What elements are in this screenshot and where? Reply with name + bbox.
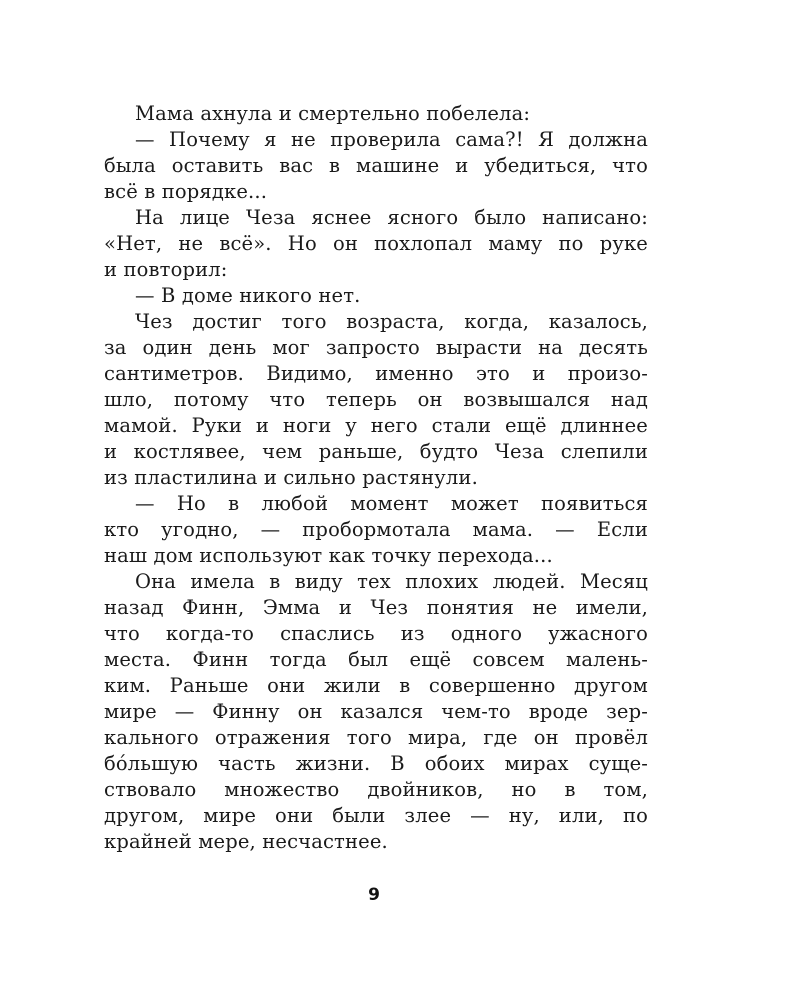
text-line: Она имела в виду тех плохих людей. Месяц xyxy=(135,570,648,593)
text-line: «Нет, не всё». Но он похлопал маму по руке xyxy=(104,232,648,255)
text-line: была оставить вас в машине и убедиться, что xyxy=(104,154,648,177)
page-number: 9 xyxy=(368,885,380,905)
text-line: сантиметров. Видимо, именно это и произо- xyxy=(104,362,648,385)
text-line: назад Финн, Эмма и Чез понятия не имели, xyxy=(104,596,648,619)
text-line: наш дом используют как точку перехода... xyxy=(104,544,553,567)
text-line: что когда-то спаслись из одного ужасного xyxy=(104,622,648,645)
text-line: крайней мере, несчастнее. xyxy=(104,830,388,853)
text-line: Чез достиг того возраста, когда, казалось, xyxy=(135,310,648,333)
text-line: другом, мире они были злее — ну, или, по xyxy=(104,804,648,827)
text-line: и костлявее, чем раньше, будто Чеза слепили xyxy=(104,440,648,463)
body-text xyxy=(104,101,648,855)
text-line: и повторил: xyxy=(104,258,228,281)
text-line: Мама ахнула и смертельно побелела: xyxy=(135,102,531,125)
text-line: шло, потому что теперь он возвышался над xyxy=(104,388,648,411)
text-line: кального отражения того мира, где он провёл xyxy=(104,726,648,749)
text-line: мире — Финну он казался чем-то вроде зер- xyxy=(104,700,648,723)
text-line: кто угодно, — пробормотала мама. — Если xyxy=(104,518,648,541)
text-line: места. Финн тогда был ещё совсем малень- xyxy=(104,648,648,671)
text-line: — Почему я не проверила сама?! Я должна xyxy=(135,128,648,151)
text-line: — В доме никого нет. xyxy=(135,284,361,307)
text-line: за один день мог запросто вырасти на десять xyxy=(104,336,648,359)
text-line: — Но в любой момент может появиться xyxy=(135,492,648,515)
text-line: На лице Чеза яснее ясного было написано: xyxy=(135,206,648,229)
text-line: ким. Раньше они жили в совершенно другом xyxy=(104,674,648,697)
text-line: мамой. Руки и ноги у него стали ещё длиннее xyxy=(104,414,648,437)
text-line: бóльшую часть жизни. В обоих мирах суще- xyxy=(104,752,648,775)
text-line: ствовало множество двойников, но в том, xyxy=(104,778,648,801)
text-line: из пластилина и сильно растянули. xyxy=(104,466,478,489)
text-line: всё в порядке... xyxy=(104,180,268,203)
